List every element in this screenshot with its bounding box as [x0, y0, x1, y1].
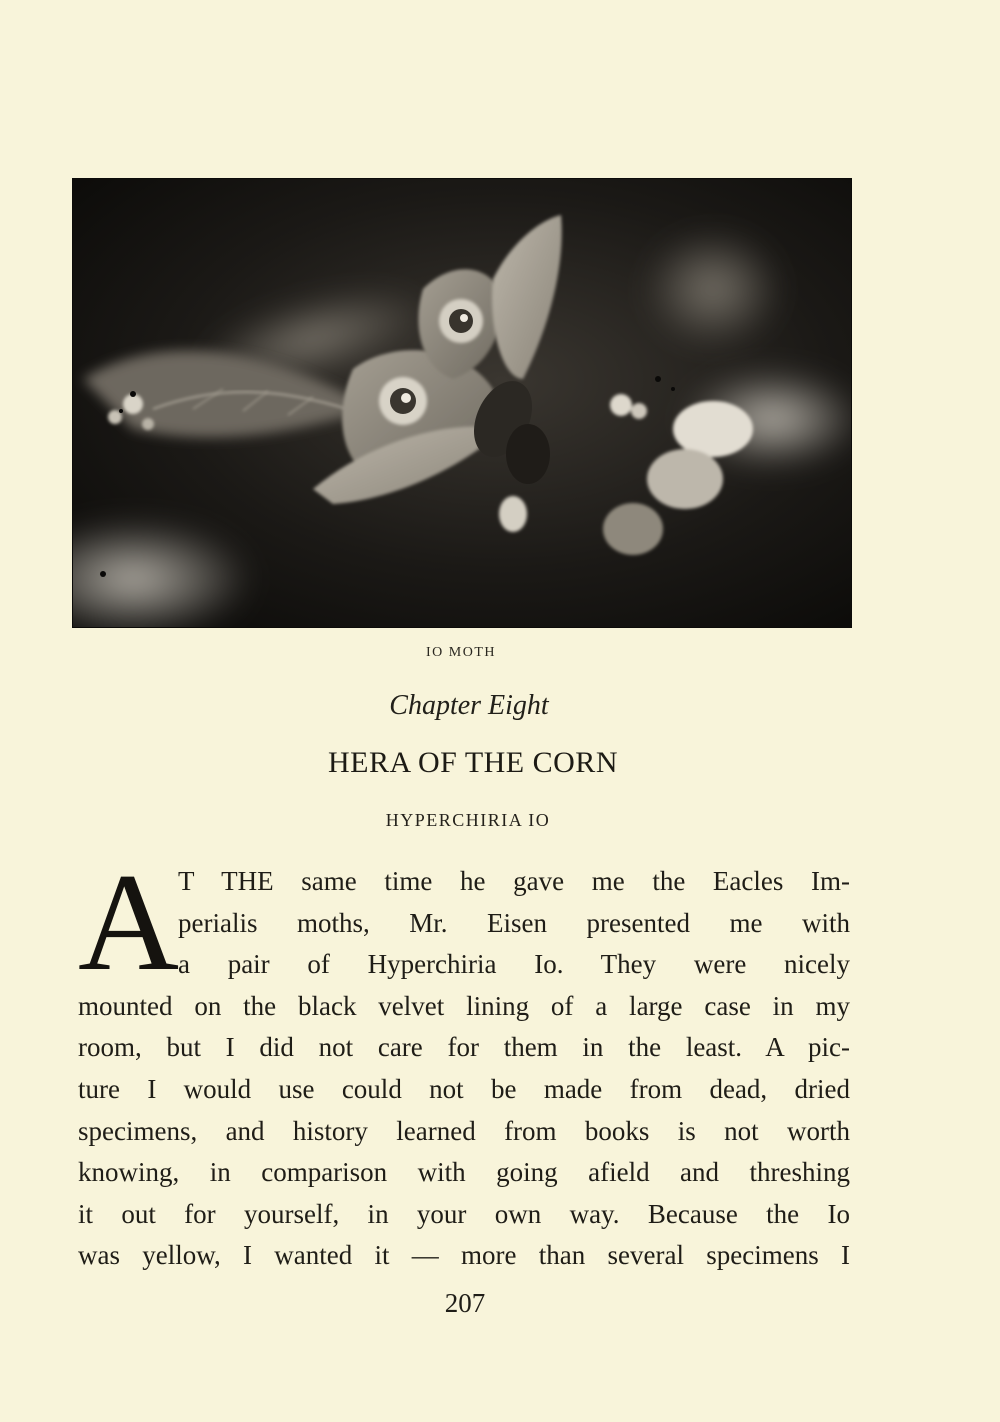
text-line: specimens, and history learned from books is not worth [78, 1115, 850, 1146]
text-line: room, but I did not care for them in the least. A pic- [78, 1032, 850, 1063]
text-line: a pair of Hyperchiria Io. They were nicely [178, 949, 850, 980]
text-line: ture I would use could not be made from dead, dried [78, 1073, 850, 1104]
text-line: perialis moths, Mr. Eisen presented me with [178, 907, 850, 938]
text-line: T THE same time he gave me the Eacles Im- [178, 866, 850, 896]
chapter-label: Chapter Eight [389, 690, 549, 721]
chapter-title: HERA OF THE CORN [328, 746, 618, 779]
body-text [78, 845, 850, 1277]
text-line: knowing, in comparison with going afield and threshing [78, 1157, 850, 1188]
plate-caption: IO MOTH [426, 645, 496, 660]
io-moth-photograph [72, 178, 852, 628]
text-line: it out for yourself, in your own way. Because the Io [78, 1198, 850, 1229]
text-line: mounted on the black velvet lining of a large case in my [78, 990, 850, 1021]
page-number: 207 [444, 1288, 486, 1318]
drop-cap: A [78, 845, 180, 1000]
text-line: was yellow, I wanted it — more than several specimens I [78, 1240, 850, 1271]
chapter-subtitle: HYPERCHIRIA IO [385, 810, 551, 830]
